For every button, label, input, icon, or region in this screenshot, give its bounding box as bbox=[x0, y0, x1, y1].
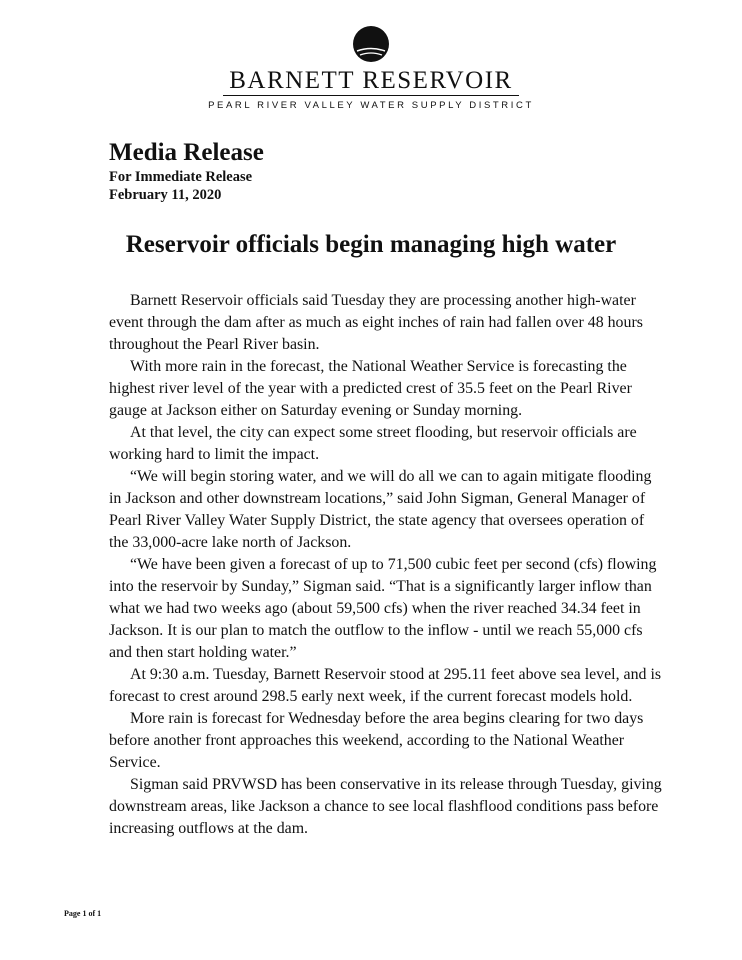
logo-name: BARNETT RESERVOIR bbox=[223, 68, 518, 96]
paragraph: More rain is forecast for Wednesday before the area begins clearing for two days before another front approaches this weekend, according to the National Weather Service. bbox=[109, 710, 644, 771]
logo-subtitle: PEARL RIVER VALLEY WATER SUPPLY DISTRICT bbox=[208, 100, 534, 111]
logo bbox=[0, 24, 742, 111]
release-date: February 11, 2020 bbox=[109, 187, 222, 203]
article-body bbox=[109, 290, 664, 840]
release-title: Media Release bbox=[109, 139, 264, 166]
page-number: Page 1 of 1 bbox=[64, 909, 102, 918]
release-header bbox=[109, 138, 264, 204]
paragraph: At that level, the city can expect some street flooding, but reservoir officials are working hard to limit the impact. bbox=[109, 424, 637, 463]
paragraph: With more rain in the forecast, the National Weather Service is forecasting the highest river level of the year with a predicted crest of 35.5 feet on the Pearl River gauge at Jackson either on Saturday evening or Sunday morning. bbox=[109, 358, 632, 419]
logo-sun-icon bbox=[351, 24, 391, 64]
paragraph: At 9:30 a.m. Tuesday, Barnett Reservoir stood at 295.11 feet above sea level, and is forecast to crest around 298.5 early next week, if the current forecast models hold. bbox=[109, 666, 662, 705]
release-type: For Immediate Release bbox=[109, 169, 253, 185]
paragraph: “We will begin storing water, and we will do all we can to again mitigate flooding in Jackson and other downstream locations,” said John Sigman, General Manager of Pearl River Valley Water Supply District, the state agency that oversees operation of the 33,000-acre lake north of Jackson. bbox=[109, 468, 652, 551]
headline: Reservoir officials begin managing high water bbox=[125, 231, 617, 258]
paragraph: Barnett Reservoir officials said Tuesday they are processing another high-water event through the dam after as much as eight inches of rain had fallen over 48 hours throughout the Pearl River basin. bbox=[109, 292, 643, 353]
paragraph: Sigman said PRVWSD has been conservative in its release through Tuesday, giving downstream areas, like Jackson a chance to see local flashflood conditions pass before increasing outflows at the dam. bbox=[109, 776, 662, 837]
paragraph: “We have been given a forecast of up to 71,500 cubic feet per second (cfs) flowing into the reservoir by Sunday,” Sigman said. “That is a significantly larger inflow than what we had two weeks ago (about 59,500 cfs) when the river reached 34.34 feet in Jackson. It is our plan to match the outflow to the inflow - until we reach 55,000 cfs and then start holding water.” bbox=[109, 556, 657, 661]
